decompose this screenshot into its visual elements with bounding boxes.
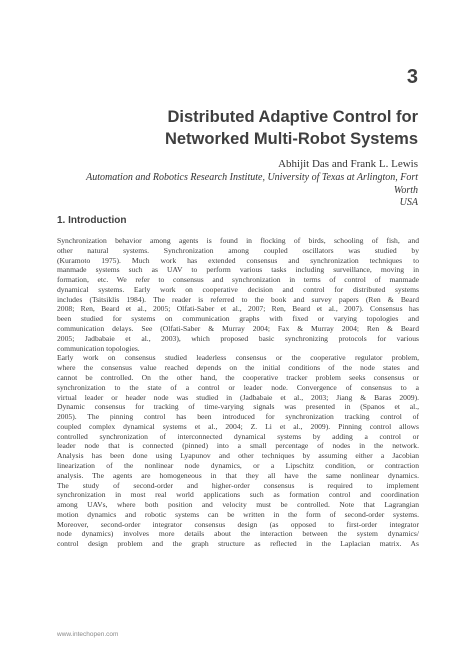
affiliation: [78, 172, 418, 210]
chapter-title-line: Distributed Adaptive Control for: [167, 108, 418, 126]
body-line: been studied for systems on communication graphs with fixed or varying topologies and: [57, 314, 419, 324]
footer-url: www.intechopen.com: [57, 631, 119, 638]
body-line: virtual leader or header node was studied in (Jadbabaie et al., 2003; Jiang & Baras 2009).: [57, 392, 419, 402]
body-line: node dynamics) involves more details about the interaction between the system dynamics/: [57, 529, 419, 539]
body-line: dynamical systems. Early work on cooperative decision and control for distributed systems: [57, 284, 419, 294]
chapter-title: [78, 106, 418, 150]
body-line: analysis. The agents are homogeneous in that they all have the same nonlinear dynamics.: [57, 470, 419, 480]
body-line: motion dynamics and robotic systems can be written in the form of second-order systems.: [57, 509, 419, 519]
chapter-number: 3: [406, 66, 418, 88]
body-line: coupled complex dynamical systems et al., 2004; Z. Li et al., 2009). Pinning control allows: [57, 421, 419, 431]
body-line: The study of second-order and higher-order consensus is required to implement: [57, 480, 419, 490]
body-line: Early work on consensus studied leaderless consensus or the cooperative regulator problem,: [57, 353, 419, 363]
body-line: among UAVs, where both position and velocity must be controlled. Note that Lagrangian: [57, 500, 419, 510]
body-line: 2005). The pinning control has been introduced for synchronization tracking control of: [57, 412, 419, 422]
body-text: [57, 236, 419, 549]
body-line: formation, etc. We refer to consensus and synchronization in terms of control of manmade: [57, 275, 419, 285]
body-line: 2005; Jadbabaie et al., 2003), which proposed basic synchronizing protocols for various: [57, 333, 419, 343]
body-line: communication delays. See (Olfati-Saber & Murray 2004; Fax & Murray 2004; Ren & Beard: [57, 324, 419, 334]
affiliation-line: USA: [399, 197, 418, 208]
chapter-title-line: Networked Multi-Robot Systems: [164, 130, 418, 148]
body-line: other natural systems. Synchronization among coupled oscillators was studied by: [57, 245, 419, 255]
body-line: Analysis has been done using Lyapunov and other techniques by assuming either a Jacobian: [57, 451, 419, 461]
body-line: manmade systems such as UAV to perform various tasks including surveillance, moving in: [57, 265, 419, 275]
body-line: Dynamic consensus for tracking of time-varying signals was presented in (Spanos et al.,: [57, 402, 419, 412]
body-line: leader node that is connected (pinned) into a small percentage of nodes in the network.: [57, 441, 419, 451]
body-line: control design problem and the graph structure as reflected in the Laplacian matrix. As: [57, 539, 419, 549]
body-line: synchronization in most real world applications such as formation control and coordination: [57, 490, 419, 500]
body-line: (Kuramoto 1975). Much work has extended consensus and synchronization techniques to: [57, 255, 419, 265]
authors: Abhijit Das and Frank L. Lewis: [278, 158, 418, 170]
body-line: synchronization to the state of a control or leader node. Convergence of consensus to a: [57, 382, 419, 392]
body-line: includes (Tsitsiklis 1984). The reader is referred to the book and survey papers (Ren & Beard: [57, 294, 419, 304]
affiliation-line: Automation and Robotics Research Institute, University of Texas at Arlington, Fort Worth: [86, 172, 418, 196]
body-line: Synchronization behavior among agents is found in flocking of birds, schooling of fish, and: [57, 236, 419, 245]
body-line: where the consensus value reached depends on the initial conditions of the node states and: [57, 363, 419, 373]
body-line: communication topologies.: [57, 343, 140, 353]
body-line: linearization of the nonlinear node dynamics, or a Lipschitz condition, or contraction: [57, 460, 419, 470]
body-line: cannot be controlled. On the other hand, the cooperative tracker problem seeks consensus or: [57, 372, 419, 382]
body-line: 2008; Ren, Beard et al., 2005; Olfati-Saber et al., 2007; Ren, Beard et al., 2007). Consensus has: [57, 304, 419, 314]
body-line: Moreover, second-order integrator consensus design (as opposed to first-order integrator: [57, 519, 419, 529]
body-line: controlled synchronization of interconnected dynamical systems by adding a control or: [57, 431, 419, 441]
section-heading: 1. Introduction: [57, 215, 127, 226]
